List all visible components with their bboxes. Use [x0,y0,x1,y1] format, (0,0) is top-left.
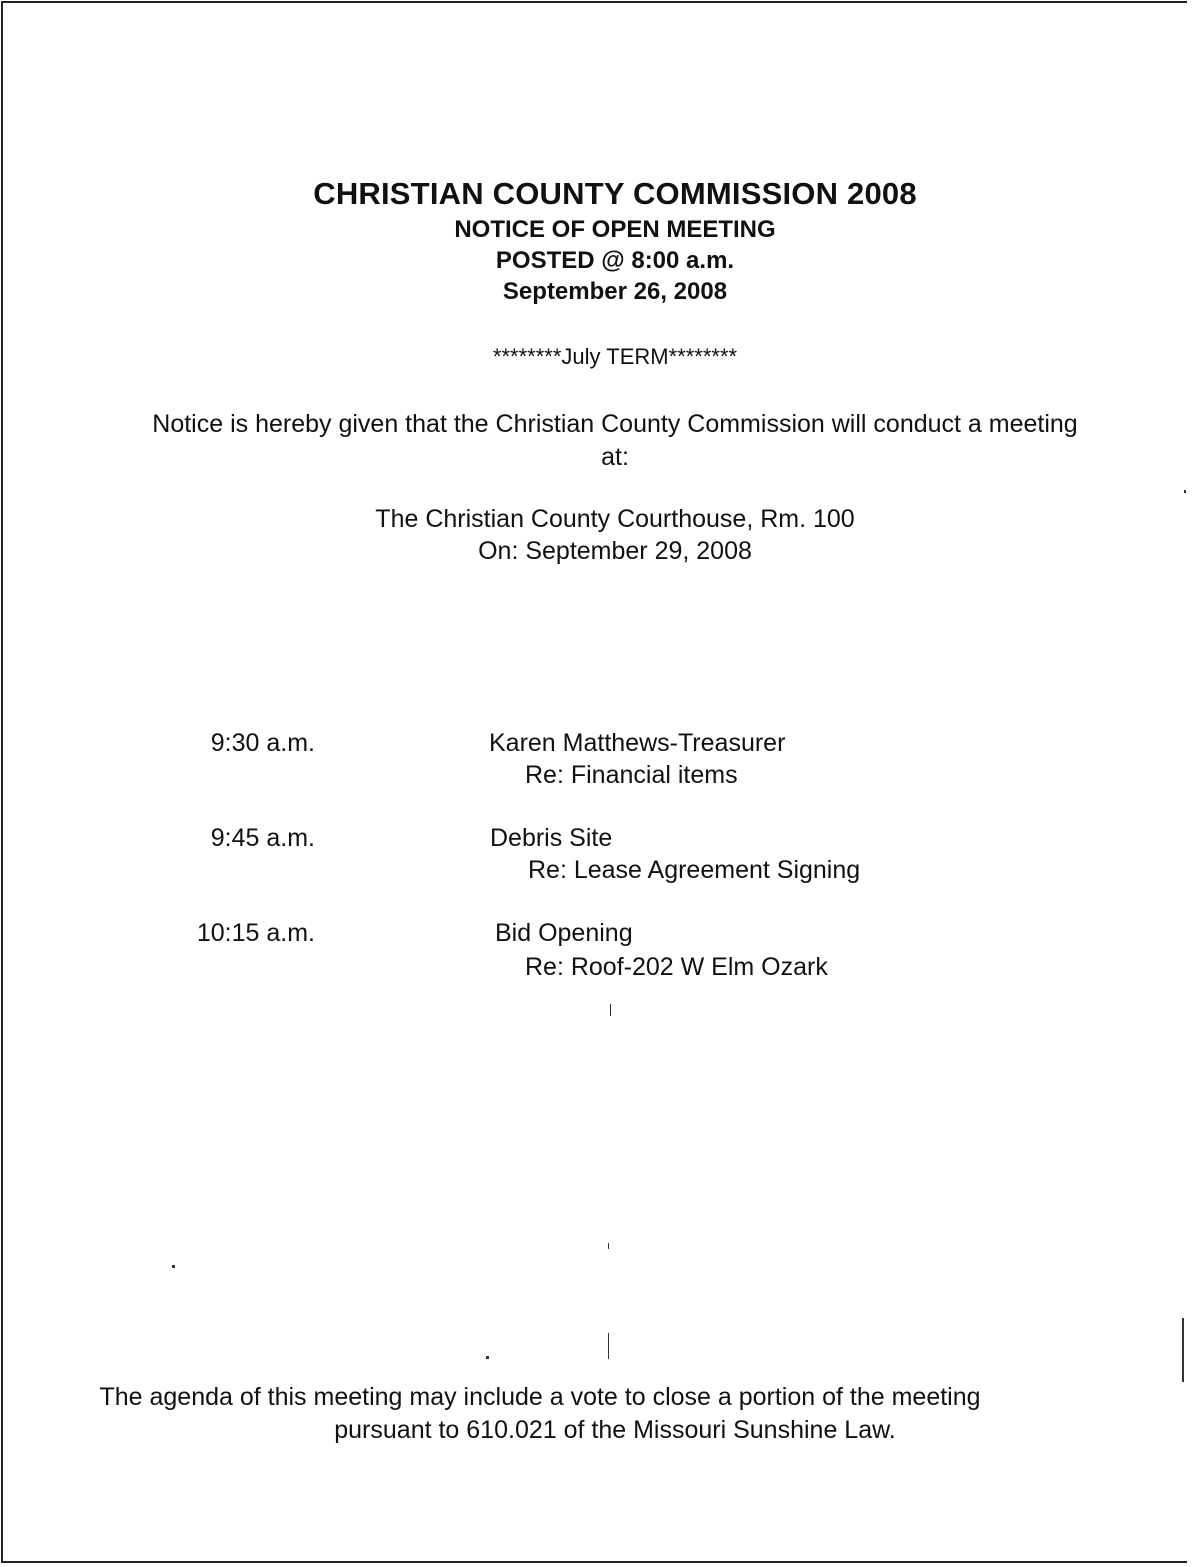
location-place: The Christian County Courthouse, Rm. 100 [375,505,855,533]
notice-subtitle: NOTICE OF OPEN MEETING [454,216,776,243]
scan-speck [486,1356,489,1359]
posted-time: POSTED @ 8:00 a.m. [495,247,735,274]
agenda-time: 10:15 a.m. [196,919,315,947]
scan-speck [608,1243,609,1249]
agenda-item-re: Re: Lease Agreement Signing [528,856,861,884]
footer-line-1: The agenda of this meeting may include a vote to close a portion of the meeting [99,1383,981,1411]
footer-line-2: pursuant to 610.021 of the Missouri Sunshine Law. [334,1416,896,1444]
notice-paragraph: Notice is hereby given that the Christian County Commission will conduct a meeting at: [152,410,1078,471]
agenda-time: 9:30 a.m. [210,729,315,757]
agenda-item-re: Re: Financial items [525,761,738,789]
scan-speck [610,1004,611,1016]
agenda-item-re: Re: Roof-202 W Elm Ozark [525,953,828,981]
scan-speck [608,1333,609,1359]
footer-notice [40,1381,1040,1447]
agenda-item-title: Bid Opening [495,919,633,947]
term-label: ********July TERM******** [492,344,738,369]
meeting-location [0,503,1200,567]
location-date: On: September 29, 2008 [478,537,752,565]
agenda-item-title: Karen Matthews-Treasurer [489,729,786,757]
posted-date: September 26, 2008 [502,278,728,305]
agenda-item-title: Debris Site [490,824,613,852]
scan-speck [172,1265,175,1268]
agenda-time: 9:45 a.m. [210,824,315,852]
scan-speck [1182,1318,1184,1382]
document-title: CHRISTIAN COUNTY COMMISSION 2008 [313,176,917,211]
document-header [0,174,1200,307]
scan-speck [1184,490,1186,493]
